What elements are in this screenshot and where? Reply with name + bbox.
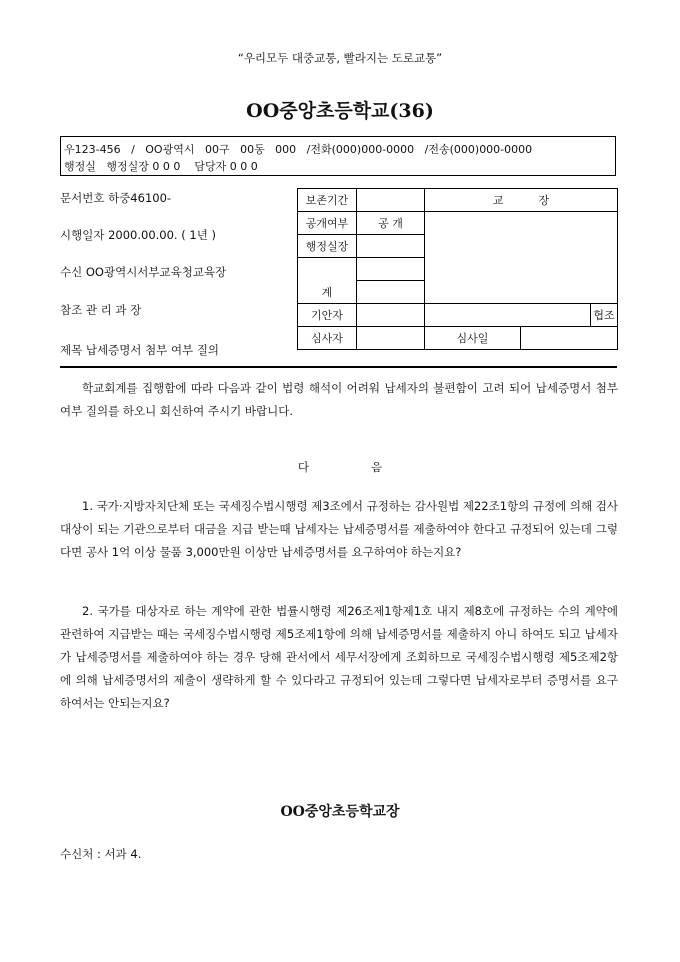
effective-date: 시행일자 2000.00.00. ( 1년 ): [60, 228, 216, 242]
heading-right-char: 음: [371, 460, 383, 474]
retention-value: [357, 189, 425, 212]
review-date-label: 심사일: [425, 327, 521, 350]
total-value: [357, 281, 425, 304]
cooperation-label: 협조: [591, 304, 618, 327]
total-label: 계: [298, 281, 357, 304]
retention-label: 보존기간: [298, 189, 357, 212]
principal-signature: OO중앙초등학교장: [280, 804, 400, 820]
heading-left-char: 다: [297, 460, 309, 474]
item-2: 2. 국가를 대상자로 하는 계약에 관한 법률시행령 제26조제1항제1호 내지 제8호에 규정하는 수의 계약에 관련하여 지급받는 때는 국세징수법시행령 제5조제1항에 의해 납세증명서를 제출하지 아니 하여도 되고 납세자가 납세증명서를 제출하여야 하는 경우 당해 관서에서 세무서장에게 조회하므로 국세징수법시행령 제5조제2항에 의해 납세증명서의 제출이 생략하게 할 수 있다라고 규정되어 있는데 그렇다면 납세자로부터 증명서를 요구하여서는 안되는지요?: [60, 604, 618, 710]
staff-line: 행정실 행정실장 0 0 0 담당자 0 0 0: [64, 160, 258, 173]
blank-signature-cell: [357, 258, 425, 281]
review-date-value: [521, 327, 618, 350]
drafter-signature: [357, 304, 425, 327]
disclosure-label: 공개여부: [298, 212, 357, 235]
admin-chief-signature: [357, 235, 425, 258]
admin-chief-label: 행정실장: [298, 235, 357, 258]
school-title: OO중앙초등학교(36): [246, 100, 434, 122]
contact-line: 우123-456 / OO광역시 00구 00동 000 /전화(000)000-0000 /전송(000)000-0000: [64, 143, 533, 156]
drafter-extra-cell: [425, 304, 591, 327]
recipients-list: 수신처 : 서과 4.: [60, 847, 142, 861]
section-heading: [0, 459, 680, 475]
principal-label: 교 장: [425, 189, 618, 212]
item-1: 1. 국가·지방자치단체 또는 국세징수법시행령 제3조에서 규정하는 감사원법 제22조1항의 규정에 의해 검사대상이 되는 기관으로부터 대금을 지급 받는때 납세자는 납세증명서를 제출하여야 한다고 규정되어 있는데 그렇다면 공사 1억 이상 물품 3,000만원 이상만 납세증명서를 요구하여야 하는지요?: [60, 499, 618, 559]
blank-cell: [298, 258, 357, 281]
disclosure-value: 공 개: [357, 212, 425, 235]
contact-info-box: [60, 136, 616, 176]
reviewer-signature: [357, 327, 425, 350]
recipient-field: 수신 OO광역시서부교육청교육장: [60, 265, 227, 279]
principal-signature-cell: [425, 212, 618, 304]
drafter-label: 기안자: [298, 304, 357, 327]
reference-field: 참조 관 리 과 장: [60, 303, 142, 317]
doc-number: 문서번호 하중46100-: [60, 191, 172, 205]
subject-field: 제목 납세증명서 첨부 여부 질의: [60, 343, 220, 357]
approval-table: [297, 188, 618, 350]
reviewer-label: 심사자: [298, 327, 357, 350]
slogan: “우리모두 대중교통, 빨라지는 도로교통”: [237, 51, 443, 65]
divider-rule: [60, 366, 617, 368]
intro-paragraph: 학교회계를 집행함에 따라 다음과 같이 법령 해석이 어려워 납세자의 불편함이 고려 되어 납세증명서 첨부 여부 질의를 하오니 회신하여 주시기 바랍니다.: [60, 381, 618, 418]
